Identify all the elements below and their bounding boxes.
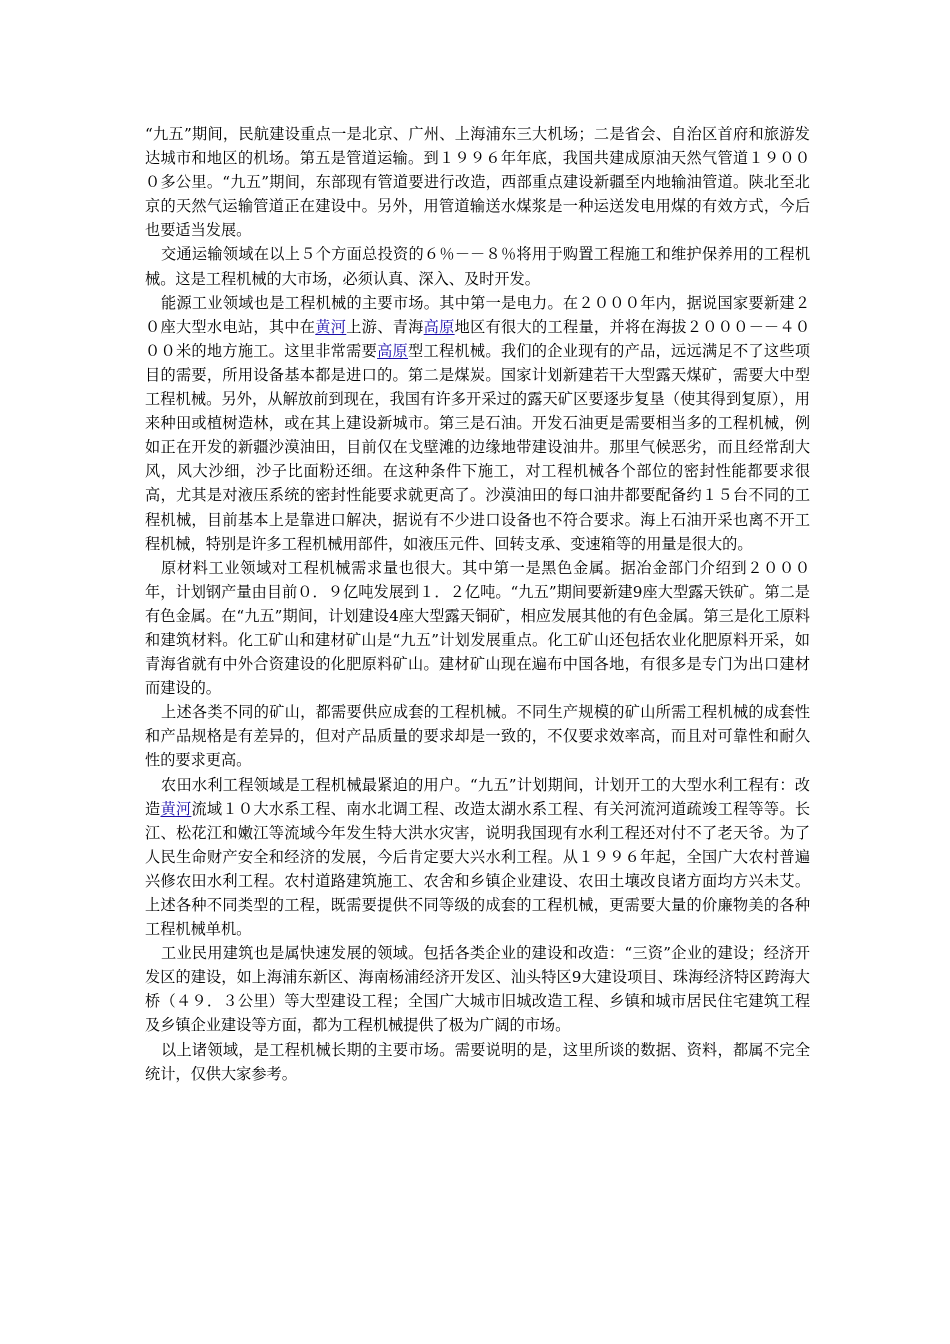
paragraph-text: 型工程机械。我们的企业现有的产品，远远满足不了这些项目的需要，所用设备基本都是进口的。第二是煤炭。国家计划新建若干大型露天煤矿，需要大中型工程机械。另外，从解放前到现在，我国有许多开采过的露天矿区要逐步复垦（使其得到复原），用来种田或植树造林，或在其上建设新城市。第三是石油。开发石油更是需要相当多的工程机械，例如正在开发的新疆沙漠油田，目前仅在戈壁滩的边缘地带建设油井。那里气候恶劣，而且经常刮大风，风大沙细，沙子比面粉还细。在这种条件下施工，对工程机械各个部位的密封性能都要求很高，尤其是对液压系统的密封性能要求就更高了。沙漠油田的每口油井都要配备约１５台不同的工程机械，目前基本上是靠进口解决，据说有不少进口设备也不符合要求。海上石油开采也离不开工程机械，特别是许多工程机械用部件，如液压元件、回转支承、变速箱等的用量是很大的。 xyxy=(145,341,811,553)
paragraph-text: 上游、青海 xyxy=(346,317,424,336)
paragraph-text: “九五”期间，民航建设重点一是北京、广州、上海浦东三大机场；二是省会、自治区首府和旅游发达城市和地区的机场。第五是管道运输。到１９９６年年底，我国共建成原油天然气管道１９０００多公里。“九五”期间，东部现有管道要进行改造，西部重点建设新疆至内地输油管道。陕北至北京的天然气运输管道正在建设中。另外，用管道输送水煤浆是一种运送发电用煤的有效方式，今后也要适当发展。 xyxy=(145,125,810,240)
paragraph xyxy=(145,773,810,942)
paragraph-text: 农田水利工程领域是工程机械最紧迫的用户。“九五”计划期间，计划开工的大型水利工程有：改造 xyxy=(145,775,810,818)
paragraph xyxy=(145,242,810,290)
hyperlink[interactable]: 黄河 xyxy=(160,799,192,818)
paragraph xyxy=(145,556,810,701)
paragraph xyxy=(145,122,810,242)
hyperlink[interactable]: 黄河 xyxy=(315,317,347,336)
paragraph-text: 原材料工业领域对工程机械需求量也很大。其中第一是黑色金属。据冶金部门介绍到２０００年，计划钢产量由目前０．９亿吨发展到１．２亿吨。“九五”期间要新建9座大型露天铁矿。第二是有色金属。在“九五”期间，计划建设4座大型露天铜矿，相应发展其他的有色金属。第三是化工原料和建筑材料。化工矿山和建材矿山是“九五”计划发展重点。化工矿山还包括农业化肥原料开采，如青海省就有中外合资建设的化肥原料矿山。建材矿山现在遍布中国各地，有很多是专门为出口建材而建设的。 xyxy=(145,558,810,698)
hyperlink[interactable]: 高原 xyxy=(377,341,409,360)
paragraph xyxy=(145,1038,810,1086)
paragraph-text: 地区有很大的工程量，并将在海拔２０００－－４０００米的地方施工。这里非常需要 xyxy=(145,317,811,360)
paragraph-text: 上述各类不同的矿山，都需要供应成套的工程机械。不同生产规模的矿山所需工程机械的成套性和产品规格是有差异的，但对产品质量的要求却是一致的，不仅要求效率高，而且对可靠性和耐久性的要求更高。 xyxy=(145,703,810,770)
document-body xyxy=(145,122,810,1086)
paragraph-text: 流域１０大水系工程、南水北调工程、改造太湖水系工程、有关河流河道疏竣工程等等。长江、松花江和嫩江等流域今年发生特大洪水灾害，说明我国现有水利工程还对付不了老天爷。为了人民生命财产安全和经济的发展，今后肯定要大兴水利工程。从１９９６年起，全国广大农村普遍兴修农田水利工程。农村道路建筑施工、农舍和乡镇企业建设、农田土壤改良诸方面均方兴未艾。上述各种不同类型的工程，既需要提供不同等级的成套的工程机械，更需要大量的价廉物美的各种工程机械单机。 xyxy=(145,799,811,939)
hyperlink[interactable]: 高原 xyxy=(423,317,455,336)
paragraph-text: 交通运输领域在以上５个方面总投资的６％－－８％将用于购置工程施工和维护保养用的工程机械。这是工程机械的大市场，必须认真、深入、及时开发。 xyxy=(145,245,810,288)
paragraph-text: 工业民用建筑也是属快速发展的领域。包括各类企业的建设和改造：“三资”企业的建设；经济开发区的建设，如上海浦东新区、海南杨浦经济开发区、汕头特区9大建设项目、珠海经济特区跨海大桥（４９．３公里）等大型建设工程；全国广大城市旧城改造工程、乡镇和城市居民住宅建筑工程及乡镇企业建设等方面，都为工程机械提供了极为广阔的市场。 xyxy=(145,944,810,1035)
paragraph-text: 能源工业领域也是工程机械的主要市场。其中第一是电力。在２０００年内，据说国家要新建２０座大型水电站，其中在 xyxy=(145,293,810,336)
paragraph xyxy=(145,291,810,556)
paragraph-text: 以上诸领域，是工程机械长期的主要市场。需要说明的是，这里所谈的数据、资料，都属不完全统计，仅供大家参考。 xyxy=(145,1040,810,1083)
paragraph xyxy=(145,700,810,772)
paragraph xyxy=(145,941,810,1037)
